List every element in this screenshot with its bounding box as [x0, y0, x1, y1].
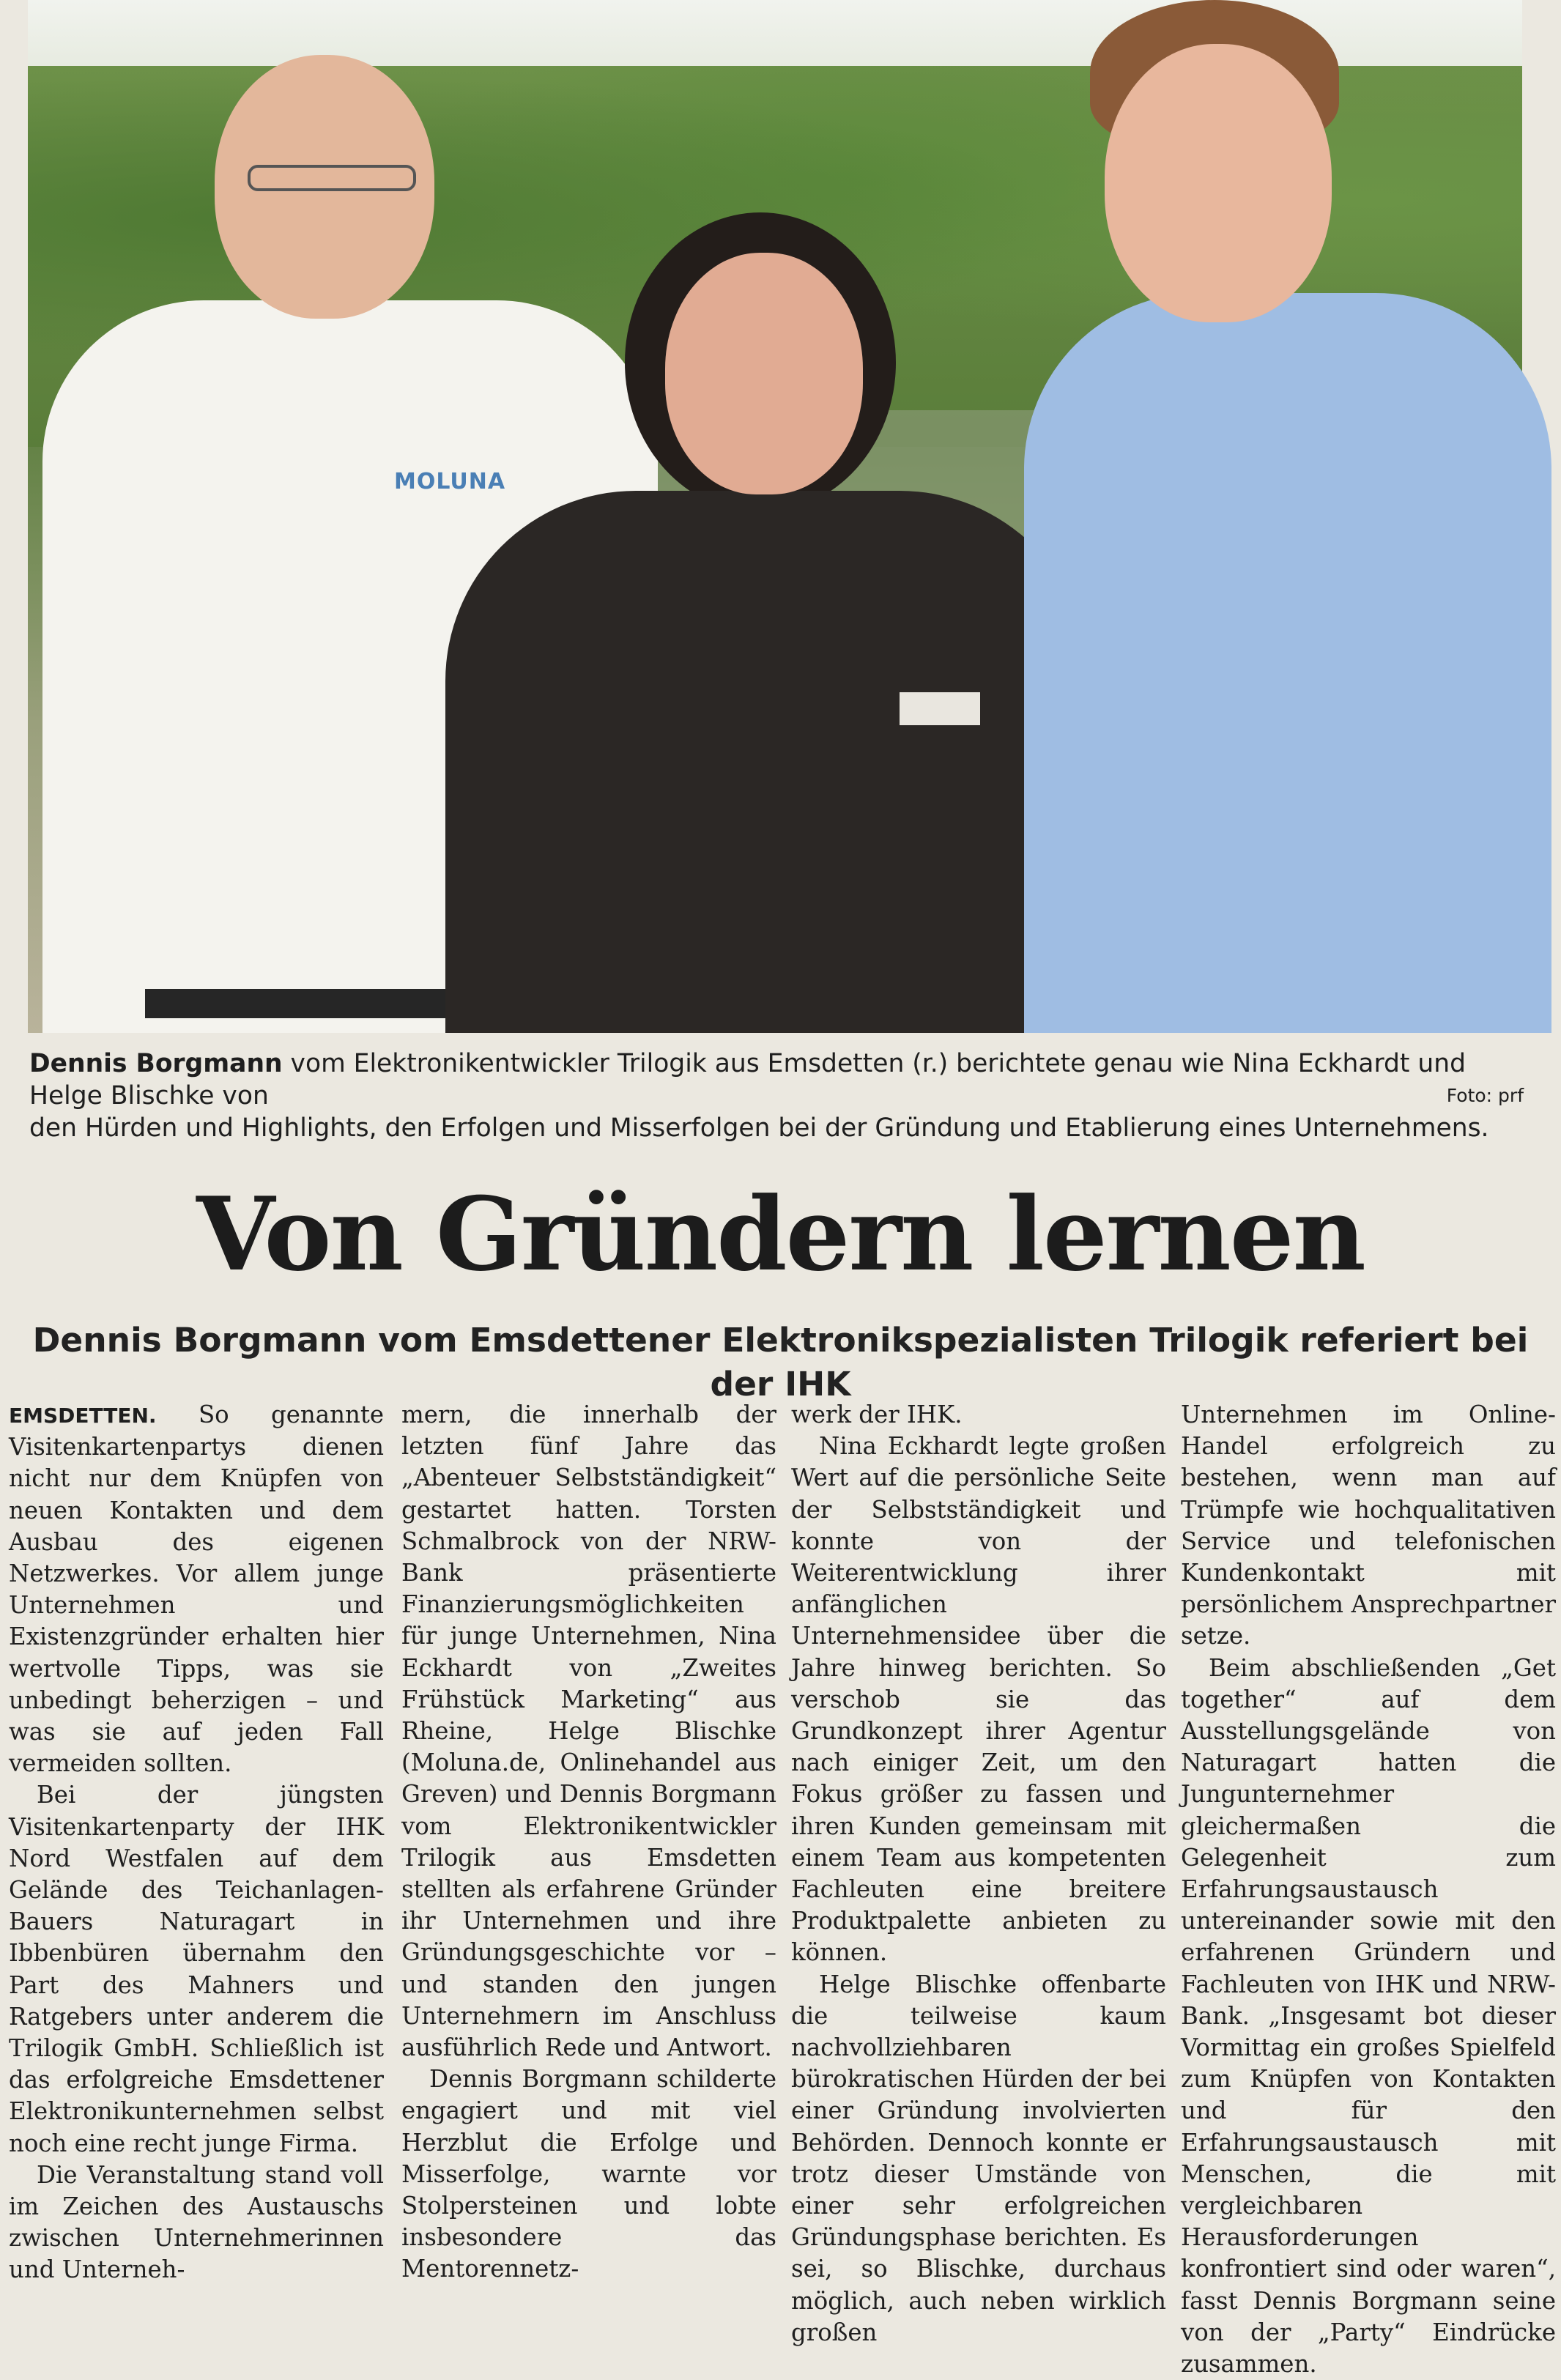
- paragraph: Nina Eckhardt legte großen Wert auf die persönliche Seite der Selbstständigkeit und konnte von der Weiterentwicklung ihrer anfänglichen Unternehmensidee über die Jahre hinweg berichten. So verschob sie das Grundkonzept ihrer Agentur nach einiger Zeit, um den Fokus größer zu fassen und ihren Kunden gemeinsam mit einem Team aus kompetenten Fachleuten eine breitere Produktpalette anbieten zu können.: [791, 1432, 1166, 1967]
- column-4: [1181, 1399, 1556, 2380]
- column-3: [791, 1399, 1166, 2349]
- person-left-glasses: [248, 165, 416, 191]
- dateline: EMSDETTEN.: [9, 1404, 157, 1428]
- article-body: [9, 1399, 1556, 2379]
- paragraph: [9, 1399, 384, 1779]
- paragraph: mern, die innerhalb der letzten fünf Jahre das „Abenteuer Selbstständigkeit“ gestartet hatten. Torsten Schmalbrock von der NRW-Bank präsentierte Finanzierungsmöglichkeiten für junge Unternehmen, Nina Eckhardt von „Zweites Frühstück Marketing“ aus Rheine, Helge Blischke (Moluna.de, Onlinehandel aus Greven) und Dennis Borgmann vom Elektronikentwickler Trilogik aus Emsdetten stellten als erfahrene Gründer ihr Unternehmen und ihre Gründungsgeschichte vor – und standen den jungen Unternehmern im Anschluss ausführlich Rede und Antwort.: [401, 1401, 776, 2062]
- person-right-head: [1105, 44, 1332, 322]
- column-2: [401, 1399, 776, 2286]
- shirt-logo: MOLUNA: [394, 469, 506, 494]
- column-1: [9, 1399, 384, 2286]
- person-left-belt: [145, 989, 482, 1018]
- paragraph: Helge Blischke offenbarte die teilweise kaum nachvollziehbaren bürokratischen Hürden der bei einer Gründung involvierten Behörden. Dennoch konnte er trotz dieser Umstände von einer sehr erfolgreichen Gründungsphase berichten. Es sei, so Blischke, durchaus möglich, auch neben wirklich großen: [791, 1970, 1166, 2346]
- photo-credit: Foto: prf: [1446, 1085, 1524, 1106]
- name-badge: [900, 692, 980, 725]
- paragraph: werk der IHK.: [791, 1401, 963, 1428]
- caption-line-1-text: vom Elektronikentwickler Trilogik aus Emsdetten (r.) berichtete genau wie Nina Eckhardt und Helge Blischke von: [29, 1049, 1467, 1111]
- paragraph: Beim abschließenden „Get together“ auf dem Ausstellungsgelände von Naturagart hatten die Jungunternehmer gleichermaßen die Gelegenheit zum Erfahrungsaustausch untereinander sowie mit den erfahrenen Gründern und Fachleuten von IHK und NRW-Bank. „Insgesamt bot dieser Vormittag ein großes Spielfeld zum Knüpfen von Kontakten und für den Erfahrungsaustausch mit Menschen, die mit vergleichbaren Herausforderungen konfrontiert sind oder waren“, fasst Dennis Borgmann seine von der „Party“ Eindrücke zusammen.: [1181, 1653, 1556, 2379]
- person-right-shirt: [1024, 293, 1551, 1033]
- photo-caption: [29, 1048, 1524, 1144]
- person-middle-blouse: [445, 491, 1090, 1033]
- paragraph: Unternehmen im Online-Handel erfolgreich zu bestehen, wenn man auf Trümpfe wie hochqualitativen Service und telefonischen Kundenkontakt mit persönlichem Ansprechpartner setze.: [1181, 1401, 1556, 1650]
- caption-line-2: den Hürden und Highlights, den Erfolgen und Misserfolgen bei der Gründung und Etablierung eines Unternehmens.: [29, 1113, 1489, 1143]
- paragraph-text: So genannte Visitenkartenpartys dienen nicht nur dem Knüpfen von neuen Kontakten und dem Ausbau des eigenen Netzwerkes. Vor allem junge Unternehmen und Existenzgründer erhalten hier wertvolle Tipps, was sie unbedingt beherzigen – und was sie auf jeden Fall vermeiden sollten.: [9, 1401, 384, 1778]
- caption-line-1: [29, 1048, 1524, 1112]
- caption-name: Dennis Borgmann: [29, 1049, 283, 1078]
- article-photo: [28, 0, 1522, 1033]
- paragraph: Die Veranstaltung stand voll im Zeichen des Austauschs zwischen Unternehmerinnen und Unterneh-: [9, 2160, 384, 2284]
- paragraph: Dennis Borgmann schilderte engagiert und mit viel Herzblut die Erfolge und Misserfolge, warnte vor Stolpersteinen und lobte insbesondere das Mentorennetz-: [401, 2065, 776, 2283]
- headline: Von Gründern lernen: [196, 1174, 1365, 1294]
- person-middle-head: [665, 253, 863, 494]
- paragraph: Bei der jüngsten Visitenkartenparty der IHK Nord Westfalen auf dem Gelände des Teichanlagen-Bauers Naturagart in Ibbenbüren übernahm den Part des Mahners und Ratgebers unter anderem die Trilogik GmbH. Schließlich ist das erfolgreiche Emsdettener Elektronikunternehmen selbst noch eine recht junge Firma.: [9, 1781, 384, 2157]
- subheadline: Dennis Borgmann vom Emsdettener Elektronikspezialisten Trilogik referiert bei der IHK: [32, 1321, 1529, 1404]
